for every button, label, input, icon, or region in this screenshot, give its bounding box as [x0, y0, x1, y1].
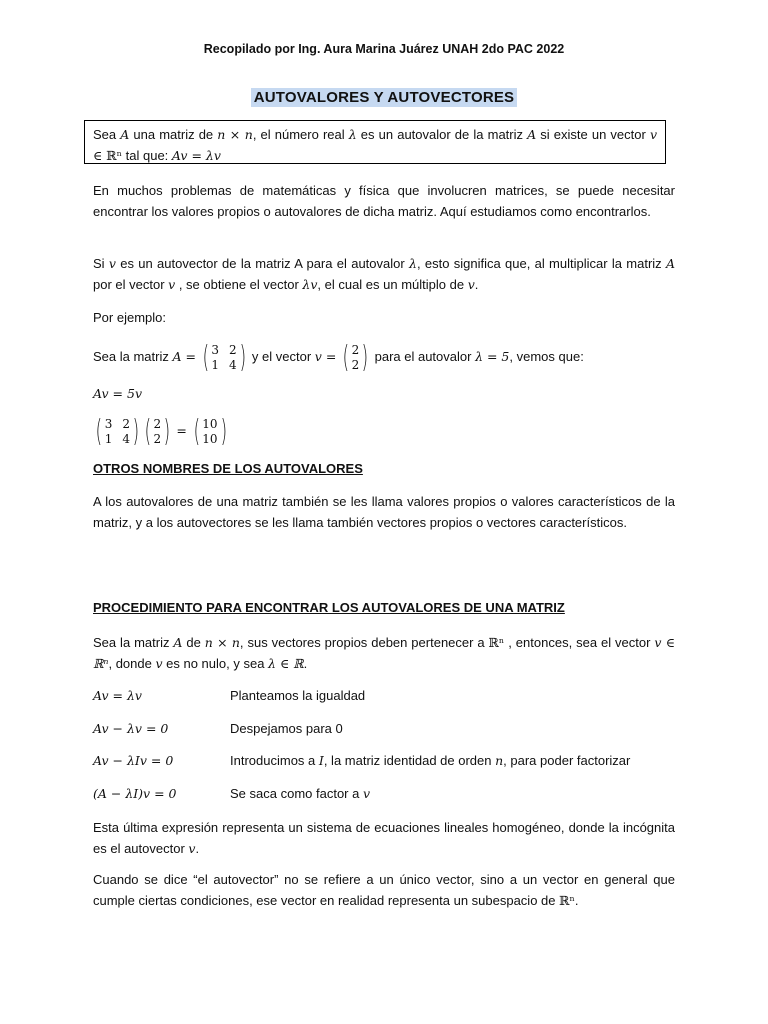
step-description [230, 751, 630, 771]
text: , esto significa que, al multiplicar la matriz [416, 256, 666, 271]
matrix-cell: 1 [104, 432, 113, 447]
math: A [120, 127, 130, 142]
text: , la matriz identidad de orden [323, 753, 496, 768]
math: n × n [204, 635, 240, 650]
procedure-intro [93, 632, 675, 674]
vector-v [340, 342, 371, 374]
text: Cuando se dice “el autovector” no se refiere a un único vector, sino a un vector en general que cumple ciertas condiciones, ese vector en realidad representa un subespacio de [93, 872, 675, 908]
matrix-a [200, 342, 249, 374]
text: Si [93, 256, 109, 271]
text: , el número real [252, 127, 349, 142]
section-paragraph-otros-nombres: A los autovalores de una matriz también se les llama valores propios o valores característicos de la matriz, y a los autovectores se les llama también vectores propios o vectores característicos. [93, 494, 675, 530]
step-equation: Av − λIv = 0 [93, 753, 174, 768]
matrix-cell: 4 [228, 358, 237, 373]
math: v [108, 256, 116, 271]
text: . [195, 841, 200, 856]
math: v [168, 277, 176, 292]
page-title: AUTOVALORES Y AUTOVECTORES [251, 88, 518, 107]
math: λ ∈ ℝ [268, 656, 304, 671]
text: . [574, 893, 579, 908]
math: n × n [217, 127, 253, 142]
math: λv [302, 277, 318, 292]
math: v [467, 277, 475, 292]
product-equation [93, 414, 675, 449]
page-header: Recopilado por Ing. Aura Marina Juárez UNAH 2do PAC 2022 [203, 42, 565, 56]
definition-box [84, 120, 666, 164]
text: , el cual es un múltiplo de [317, 277, 468, 292]
matrix-a [93, 415, 142, 449]
math: I [318, 753, 324, 768]
text: por el vector [93, 277, 169, 292]
matrix-cell: 10 [202, 417, 218, 432]
right-paren: ) [132, 414, 140, 450]
example-statement [93, 341, 675, 374]
text: Se saca como factor a [230, 786, 363, 801]
left-paren: ( [202, 340, 209, 376]
result-vector [191, 415, 230, 449]
left-paren: ( [342, 340, 350, 376]
text: . [303, 656, 308, 671]
text: y el vector [248, 349, 315, 364]
matrix-cell: 2 [351, 358, 360, 373]
math: v = [314, 349, 337, 364]
text: una matriz de [129, 127, 218, 142]
step-equation: Av − λv = 0 [93, 721, 169, 736]
right-paren: ) [163, 414, 171, 450]
matrix-cell: 3 [211, 343, 219, 358]
math: λ [348, 127, 357, 142]
math: Av = 5v [93, 386, 143, 401]
text: Esta última expresión representa un sistema de ecuaciones lineales homogéneo, donde la incógnita es el autovector [93, 820, 675, 856]
closing-paragraph-1 [93, 817, 675, 859]
matrix-cell: 2 [351, 343, 360, 358]
left-paren: ( [95, 414, 103, 450]
math: ∈ [93, 148, 107, 163]
title-wrap [0, 88, 768, 107]
text: , entonces, sea el vector [504, 635, 655, 650]
text: Sea [93, 127, 121, 142]
left-paren: ( [193, 414, 200, 450]
text: Introducimos a [230, 753, 319, 768]
math: A [173, 635, 183, 650]
step-equation: (A − λI)v = 0 [93, 786, 177, 801]
math: A = [172, 349, 196, 364]
step-description [230, 784, 370, 804]
matrix-cell: 3 [104, 417, 113, 432]
intro-paragraph: En muchos problemas de matemáticas y física que involucren matrices, se puede necesitar encontrar los valores propios o autovalores de dicha matriz. Aquí estudiamos como encontrarlos. [93, 183, 675, 219]
text: si existe un vector [536, 127, 650, 142]
matrix-cell: 4 [122, 432, 130, 447]
text: para el autovalor [371, 349, 476, 364]
math: λ [409, 256, 417, 271]
step-description: Despejamos para 0 [230, 721, 343, 736]
text: , se obtiene el vector [175, 277, 303, 292]
matrix-cell: 2 [228, 343, 237, 358]
text: Sea la matriz [93, 635, 174, 650]
equation-av [93, 383, 675, 404]
text: es un autovector de la matriz A para el autovalor [115, 256, 410, 271]
right-paren: ) [361, 340, 369, 376]
text: , para poder factorizar [503, 753, 631, 768]
math: A [665, 256, 676, 271]
matrix-cell: 10 [202, 432, 218, 447]
example-label: Por ejemplo: [93, 310, 166, 325]
right-paren: ) [239, 340, 246, 376]
right-paren: ) [220, 414, 227, 450]
step-description: Planteamos la igualdad [230, 688, 366, 703]
matrix-cell: 2 [122, 417, 130, 432]
math: v [362, 786, 371, 801]
math: v [155, 656, 163, 671]
text: de [182, 635, 205, 650]
math: ℝⁿ [559, 893, 575, 908]
text: es un autovalor de la matriz [356, 127, 528, 142]
section-heading-procedimiento: PROCEDIMIENTO PARA ENCONTRAR LOS AUTOVALORES DE UNA MATRIZ [93, 600, 565, 615]
math: v [649, 127, 657, 142]
closing-paragraph-2 [93, 869, 675, 911]
matrix-cell: 2 [153, 417, 162, 432]
text: , sus vectores propios deben pertenecer a [239, 635, 489, 650]
text: , vemos que: [509, 349, 584, 364]
math: n [495, 753, 504, 768]
math: λ = 5 [475, 349, 510, 364]
vector-v [142, 415, 173, 449]
text: , donde [108, 656, 156, 671]
math: v [188, 841, 196, 856]
text: tal que: [122, 148, 172, 163]
math: v ∈ ℝⁿ [93, 635, 675, 671]
text: . [474, 277, 479, 292]
math: Av = λv [171, 148, 221, 163]
left-paren: ( [144, 414, 151, 450]
math: ℝⁿ [106, 148, 123, 163]
equals-sign: = [176, 423, 187, 438]
matrix-cell: 2 [153, 432, 162, 447]
meaning-paragraph [93, 253, 675, 295]
math: A [527, 127, 537, 142]
section-heading-otros-nombres: OTROS NOMBRES DE LOS AUTOVALORES [93, 461, 363, 476]
matrix-cell: 1 [211, 358, 219, 373]
text: Sea la matriz [93, 349, 173, 364]
math: ℝⁿ [488, 635, 505, 650]
text: es no nulo, y sea [162, 656, 269, 671]
step-equation: Av = λv [93, 688, 142, 703]
